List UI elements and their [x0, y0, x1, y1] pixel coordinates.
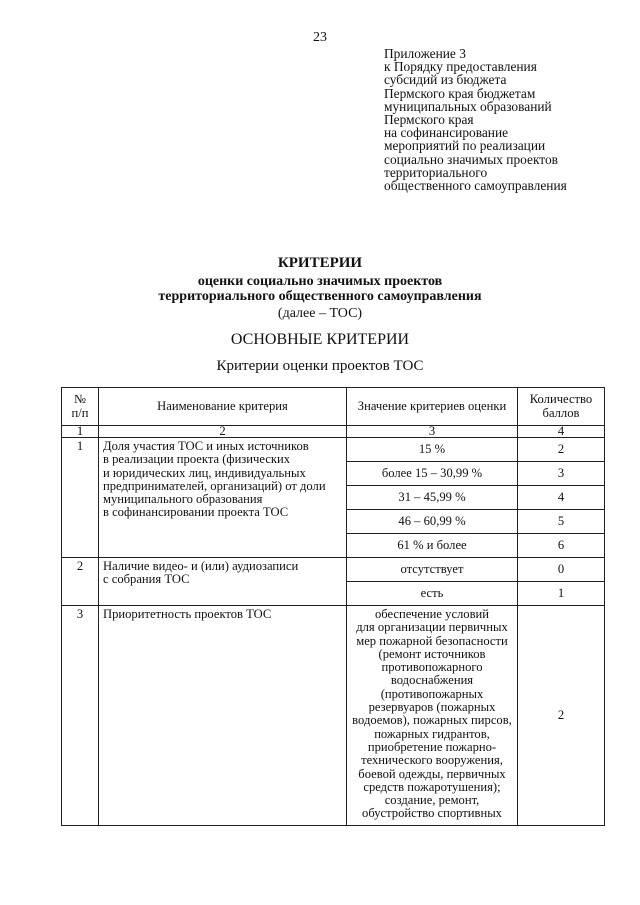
document-title: КРИТЕРИИ	[277, 255, 363, 271]
criterion-value: 46 – 60,99 %	[347, 510, 518, 534]
header-number	[62, 388, 99, 426]
appendix-line: к Порядку предоставления	[384, 59, 537, 75]
criterion-score: 6	[518, 534, 605, 558]
criteria-table	[61, 387, 605, 826]
appendix-block	[384, 47, 634, 192]
appendix-line: мероприятий по реализации	[384, 138, 546, 154]
row-number: 3	[62, 606, 99, 826]
page-number: 23	[313, 30, 327, 45]
appendix-line: на софинансирование	[384, 125, 509, 141]
criterion-name-line: Наличие видео- и (или) аудиозаписи	[103, 559, 299, 573]
appendix-line: территориального	[384, 164, 488, 180]
header-number-line: №	[73, 392, 87, 407]
criterion-value-line: создание, ремонт,	[384, 793, 480, 808]
criterion-name-line: в софинансировании проекта ТОС	[103, 505, 289, 520]
row-number: 1	[62, 438, 99, 558]
section-heading: ОСНОВНЫЕ КРИТЕРИИ	[230, 331, 410, 348]
appendix-line: социально значимых проектов	[384, 151, 558, 167]
subtitle-line-1: оценки социально значимых проектов	[197, 274, 443, 289]
subtitle-line-2: территориального общественного самоуправления	[158, 288, 482, 304]
column-index: 3	[347, 426, 518, 438]
criterion-value-line: приобретение пожарно-	[367, 739, 497, 754]
criterion-value: 15 %	[347, 438, 518, 462]
table-row	[62, 438, 605, 462]
appendix-line: муниципальных образований	[384, 98, 552, 114]
header-criterion-name: Наименование критерия	[99, 388, 347, 426]
criterion-value: 61 % и более	[347, 534, 518, 558]
criterion-score: 0	[518, 558, 605, 582]
document-subtitle	[0, 275, 640, 304]
header-score	[518, 388, 605, 426]
appendix-line: субсидий из бюджета	[384, 72, 507, 88]
criterion-value: отсутствует	[347, 558, 518, 582]
criterion-value-line: пожарных гидрантов,	[374, 726, 490, 741]
criterion-score: 4	[518, 486, 605, 510]
column-index-row	[62, 426, 605, 438]
column-index: 4	[518, 426, 605, 438]
appendix-line: Пермского края бюджетам	[384, 85, 536, 101]
criterion-value-line: обеспечение условий	[374, 607, 490, 621]
criterion-value-line: водоснабжения	[390, 673, 474, 688]
criterion-name-line: и юридических лиц, индивидуальных	[103, 465, 306, 480]
column-index: 1	[62, 426, 99, 438]
appendix-line: Приложение 3	[384, 46, 466, 61]
appendix-line: общественного самоуправления	[384, 178, 567, 194]
header-number-line: п/п	[71, 405, 89, 420]
column-index: 2	[99, 426, 347, 438]
criterion-value-line: водоемов), пожарных пирсов,	[352, 713, 512, 728]
criterion-name-line: Доля участия ТОС и иных источников	[103, 439, 309, 453]
header-score-line: баллов	[542, 405, 580, 420]
criterion-value-line: средств пожаротушения);	[363, 779, 501, 794]
criterion-name-line: в реализации проекта (физических	[103, 452, 291, 467]
criterion-value-line: (противопожарных	[380, 686, 484, 701]
table-caption: Критерии оценки проектов ТОС	[216, 358, 424, 374]
criterion-value	[347, 606, 518, 826]
criterion-value-line: боевой одежды, первичных	[358, 766, 506, 781]
criterion-value-line: противопожарного	[381, 660, 483, 675]
criterion-score: 5	[518, 510, 605, 534]
criterion-value-line: (ремонт источников	[378, 646, 486, 661]
abbreviation-note: (далее – ТОС)	[277, 306, 363, 321]
header-score-line: Количество	[529, 392, 593, 407]
criterion-value: есть	[347, 582, 518, 606]
criterion-value-line: резервуаров (пожарных	[368, 700, 496, 715]
criterion-value-line: мер пожарной безопасности	[356, 633, 508, 648]
header-criterion-value: Значение критериев оценки	[347, 388, 518, 426]
criterion-score: 2	[518, 438, 605, 462]
criterion-value-line: технического вооружения,	[361, 753, 503, 768]
row-number: 2	[62, 558, 99, 606]
table-row	[62, 558, 605, 582]
criterion-name	[99, 558, 347, 606]
criterion-name-line: муниципального образования	[103, 492, 263, 507]
table-header-row	[62, 388, 605, 426]
criterion-name-line: предпринимателей, организаций) от доли	[103, 478, 326, 493]
criterion-score: 1	[518, 582, 605, 606]
criterion-value: 31 – 45,99 %	[347, 486, 518, 510]
table-row	[62, 606, 605, 826]
criterion-score: 3	[518, 462, 605, 486]
criterion-name	[99, 438, 347, 558]
criterion-value-line: обустройство спортивных	[362, 806, 502, 821]
criterion-value: более 15 – 30,99 %	[347, 462, 518, 486]
criterion-name-line: с собрания ТОС	[103, 572, 190, 587]
criterion-name: Приоритетность проектов ТОС	[99, 606, 347, 826]
criterion-score: 2	[518, 606, 605, 826]
criterion-value-line: для организации первичных	[356, 620, 508, 635]
appendix-line: Пермского края	[384, 112, 474, 128]
